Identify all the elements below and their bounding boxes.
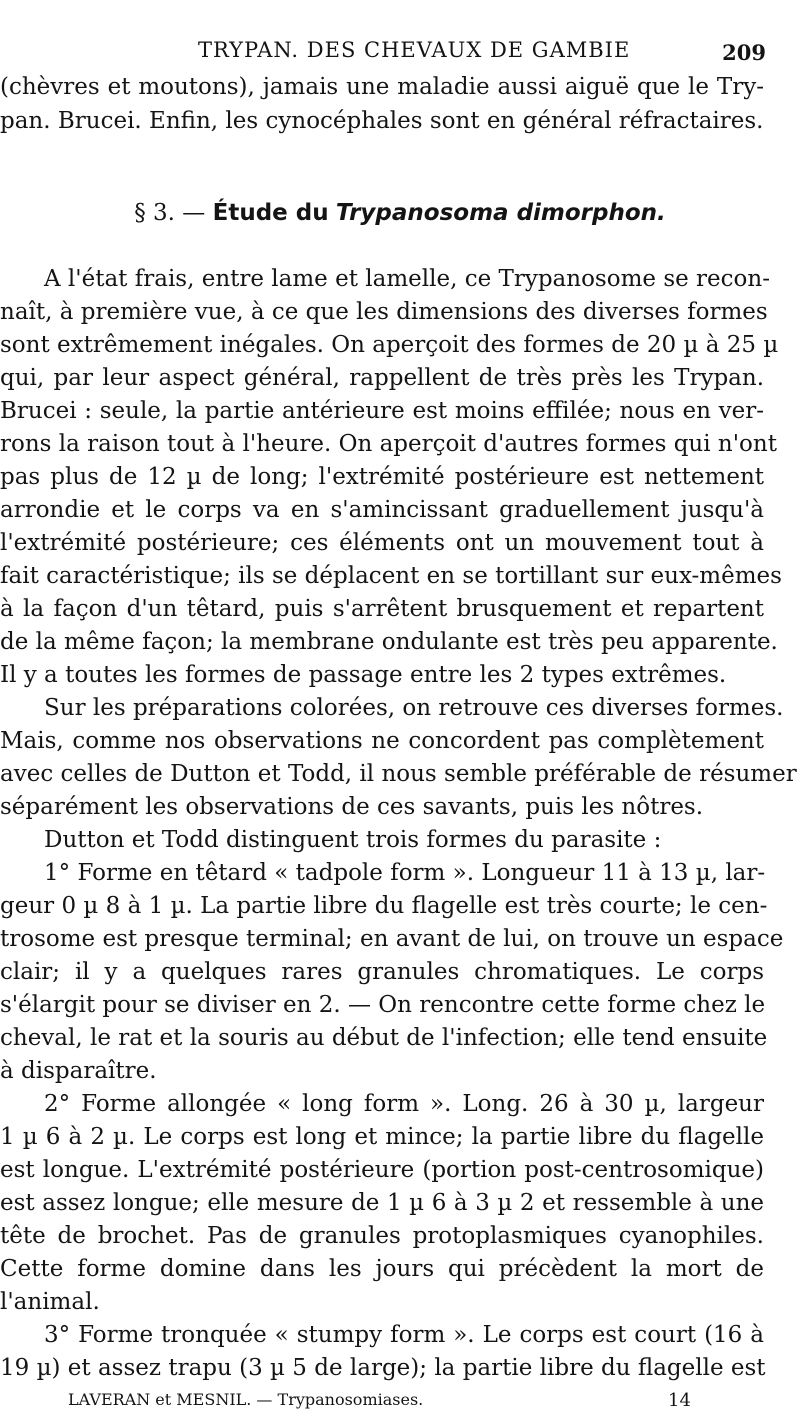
text-line: 1° Forme en têtard « tadpole form ». Longueur 11 à 13 µ, lar-: [44, 860, 766, 886]
text-line: s'élargit pour se diviser en 2. — On rencontre cette forme chez le: [0, 992, 766, 1018]
running-title: TRYPAN. DES CHEVAUX DE GAMBIE: [198, 38, 631, 62]
text-line: à la façon d'un têtard, puis s'arrêtent brusquement et repartent: [0, 596, 764, 622]
text-line: (chèvres et moutons), jamais une maladie aussi aiguë que le Try-: [0, 74, 764, 100]
text-line: pas plus de 12 µ de long; l'extrémité postérieure est nettement: [0, 464, 764, 490]
footer-credit: LAVERAN et MESNIL. — Trypanosomiases.: [68, 1390, 424, 1409]
text-line: pan. Brucei. Enfin, les cynocéphales sont en général réfractaires.: [0, 108, 764, 134]
text-line: 2° Forme allongée « long form ». Long. 26 à 30 µ, largeur: [44, 1091, 764, 1117]
text-line: de la même façon; la membrane ondulante est très peu apparente.: [0, 629, 778, 655]
page-footer: [0, 1390, 800, 1416]
text-line: Il y a toutes les formes de passage entre les 2 types extrêmes.: [0, 662, 727, 688]
section-heading-etude: Étude du: [212, 200, 329, 226]
section-number: § 3. —: [134, 200, 206, 226]
text-line: Sur les préparations colorées, on retrouve ces diverses formes.: [44, 695, 784, 721]
text-line: l'animal.: [0, 1289, 100, 1315]
text-line: arrondie et le corps va en s'amincissant graduellement jusqu'à: [0, 497, 764, 523]
text-line: geur 0 µ 8 à 1 µ. La partie libre du flagelle est très courte; le cen-: [0, 893, 768, 919]
text-line: séparément les observations de ces savants, puis les nôtres.: [0, 794, 704, 820]
text-line: à disparaître.: [0, 1058, 157, 1084]
section-heading: [0, 198, 800, 229]
text-line: cheval, le rat et la souris au début de l'infection; elle tend ensuite: [0, 1025, 768, 1051]
text-line: tête de brochet. Pas de granules protoplasmiques cyanophiles.: [0, 1223, 764, 1249]
signature-mark: 14: [668, 1390, 691, 1411]
text-line: A l'état frais, entre lame et lamelle, ce Trypanosome se recon-: [44, 266, 770, 292]
text-line: fait caractéristique; ils se déplacent en se tortillant sur eux-mêmes: [0, 563, 782, 589]
text-line: sont extrêmement inégales. On aperçoit des formes de 20 µ à 25 µ: [0, 332, 779, 358]
text-line: Dutton et Todd distinguent trois formes du parasite :: [44, 827, 662, 853]
text-line: qui, par leur aspect général, rappellent de très près les Trypan.: [0, 365, 764, 391]
text-line: Cette forme domine dans les jours qui précèdent la mort de: [0, 1256, 764, 1282]
running-header: [0, 36, 800, 70]
section-heading-species: Trypanosoma dimorphon.: [335, 200, 666, 226]
text-line: l'extrémité postérieure; ces éléments ont un mouvement tout à: [0, 530, 764, 556]
text-line: est assez longue; elle mesure de 1 µ 6 à 3 µ 2 et ressemble à une: [0, 1190, 764, 1216]
text-line: Brucei : seule, la partie antérieure est moins effilée; nous en ver-: [0, 398, 764, 424]
page-number: 209: [722, 40, 766, 65]
text-line: est longue. L'extrémité postérieure (portion post-centrosomique): [0, 1157, 764, 1183]
text-line: 3° Forme tronquée « stumpy form ». Le corps est court (16 à: [44, 1322, 764, 1348]
text-line: naît, à première vue, à ce que les dimensions des diverses formes: [0, 299, 768, 325]
text-line: 1 µ 6 à 2 µ. Le corps est long et mince; la partie libre du flagelle: [0, 1124, 764, 1150]
text-line: clair; il y a quelques rares granules chromatiques. Le corps: [0, 959, 764, 985]
text-line: trosome est presque terminal; en avant de lui, on trouve un espace: [0, 926, 784, 952]
text-line: rons la raison tout à l'heure. On aperçoit d'autres formes qui n'ont: [0, 431, 777, 457]
text-line: avec celles de Dutton et Todd, il nous semble préférable de résumer: [0, 761, 797, 787]
text-line: 19 µ) et assez trapu (3 µ 5 de large); la partie libre du flagelle est: [0, 1355, 766, 1381]
text-line: Mais, comme nos observations ne concordent pas complètement: [0, 728, 764, 754]
